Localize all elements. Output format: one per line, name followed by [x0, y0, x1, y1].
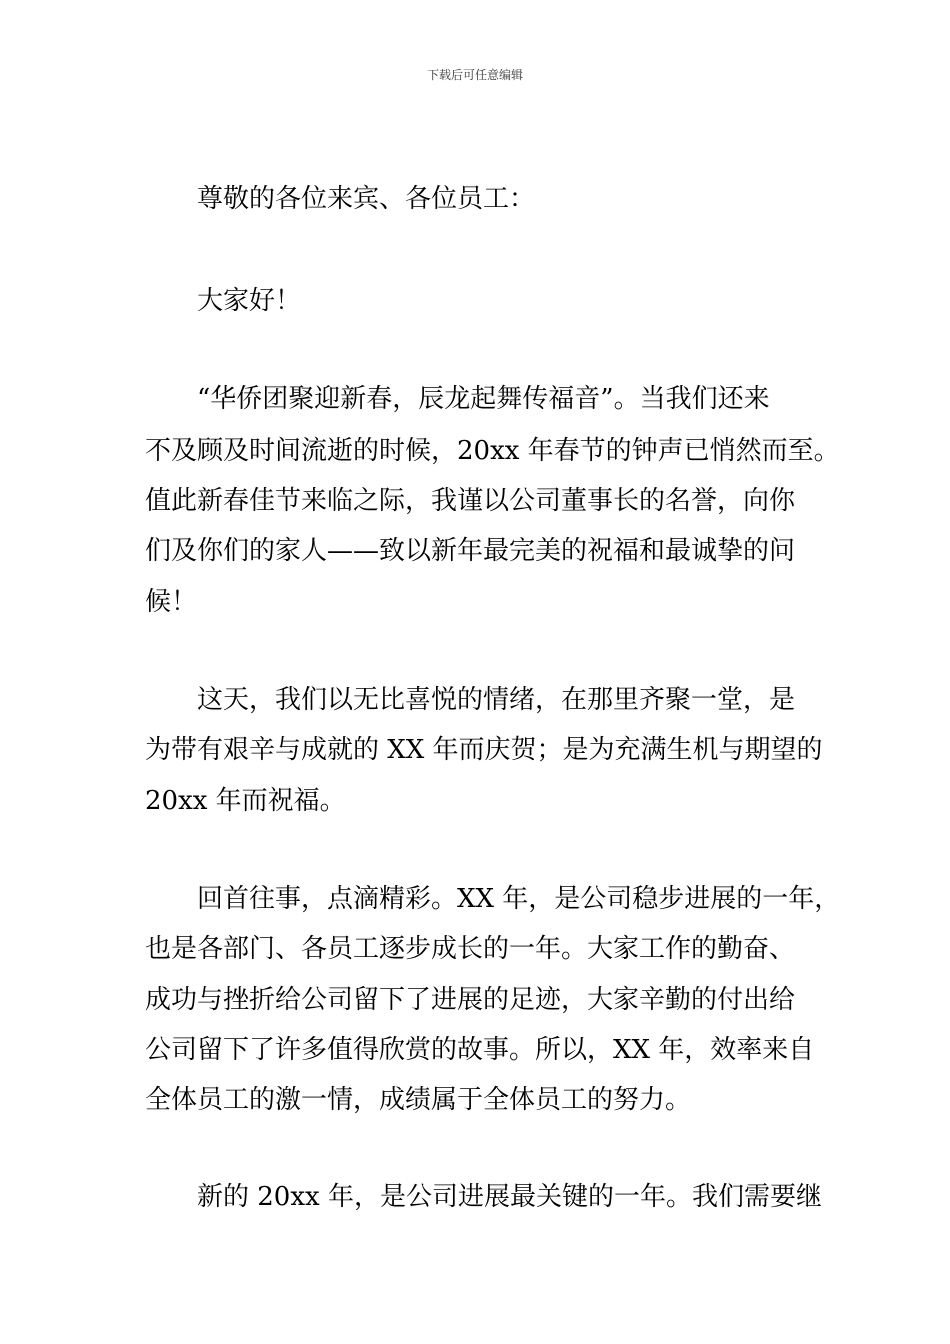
para3-line-5: 全体员工的激一情，成绩属于全体员工的努力。 — [145, 1085, 692, 1115]
para2-line-1: 这天，我们以无比喜悦的情绪，在那里齐聚一堂，是 — [197, 685, 796, 715]
para2-line-3: 20xx 年而祝福。 — [145, 786, 346, 816]
para1-line-4: 们及你们的家人——致以新年最完美的祝福和最诚挚的问 — [145, 536, 796, 566]
para4-line-1: 新的 20xx 年，是公司进展最关键的一年。我们需要继 — [197, 1182, 822, 1212]
salutation: 尊敬的各位来宾、各位员工： — [197, 184, 536, 214]
para1-line-3: 值此新春佳节来临之际，我谨以公司董事长的名誉，向你 — [145, 486, 796, 516]
para3-line-2: 也是各部门、各员工逐步成长的一年。大家工作的勤奋、 — [145, 934, 796, 964]
para1-line-2: 不及顾及时间流逝的时候，20xx 年春节的钟声已悄然而至。 — [145, 436, 840, 466]
para1-line-5: 候！ — [145, 587, 198, 617]
header-note: 下载后可任意编辑 — [426, 68, 523, 82]
para3-line-1: 回首往事，点滴精彩。XX 年，是公司稳步进展的一年， — [197, 884, 841, 914]
para3-line-3: 成功与挫折给公司留下了进展的足迹，大家辛勤的付出给 — [145, 985, 796, 1015]
para2-line-2: 为带有艰辛与成就的 XX 年而庆贺；是为充满生机与期望的 — [145, 735, 823, 765]
para3-line-4: 公司留下了许多值得欣赏的故事。所以，XX 年，效率来自 — [145, 1035, 815, 1065]
greeting: 大家好！ — [197, 286, 302, 316]
para1-line-1: “华侨团聚迎新春，辰龙起舞传福音”。当我们还来 — [197, 384, 770, 414]
